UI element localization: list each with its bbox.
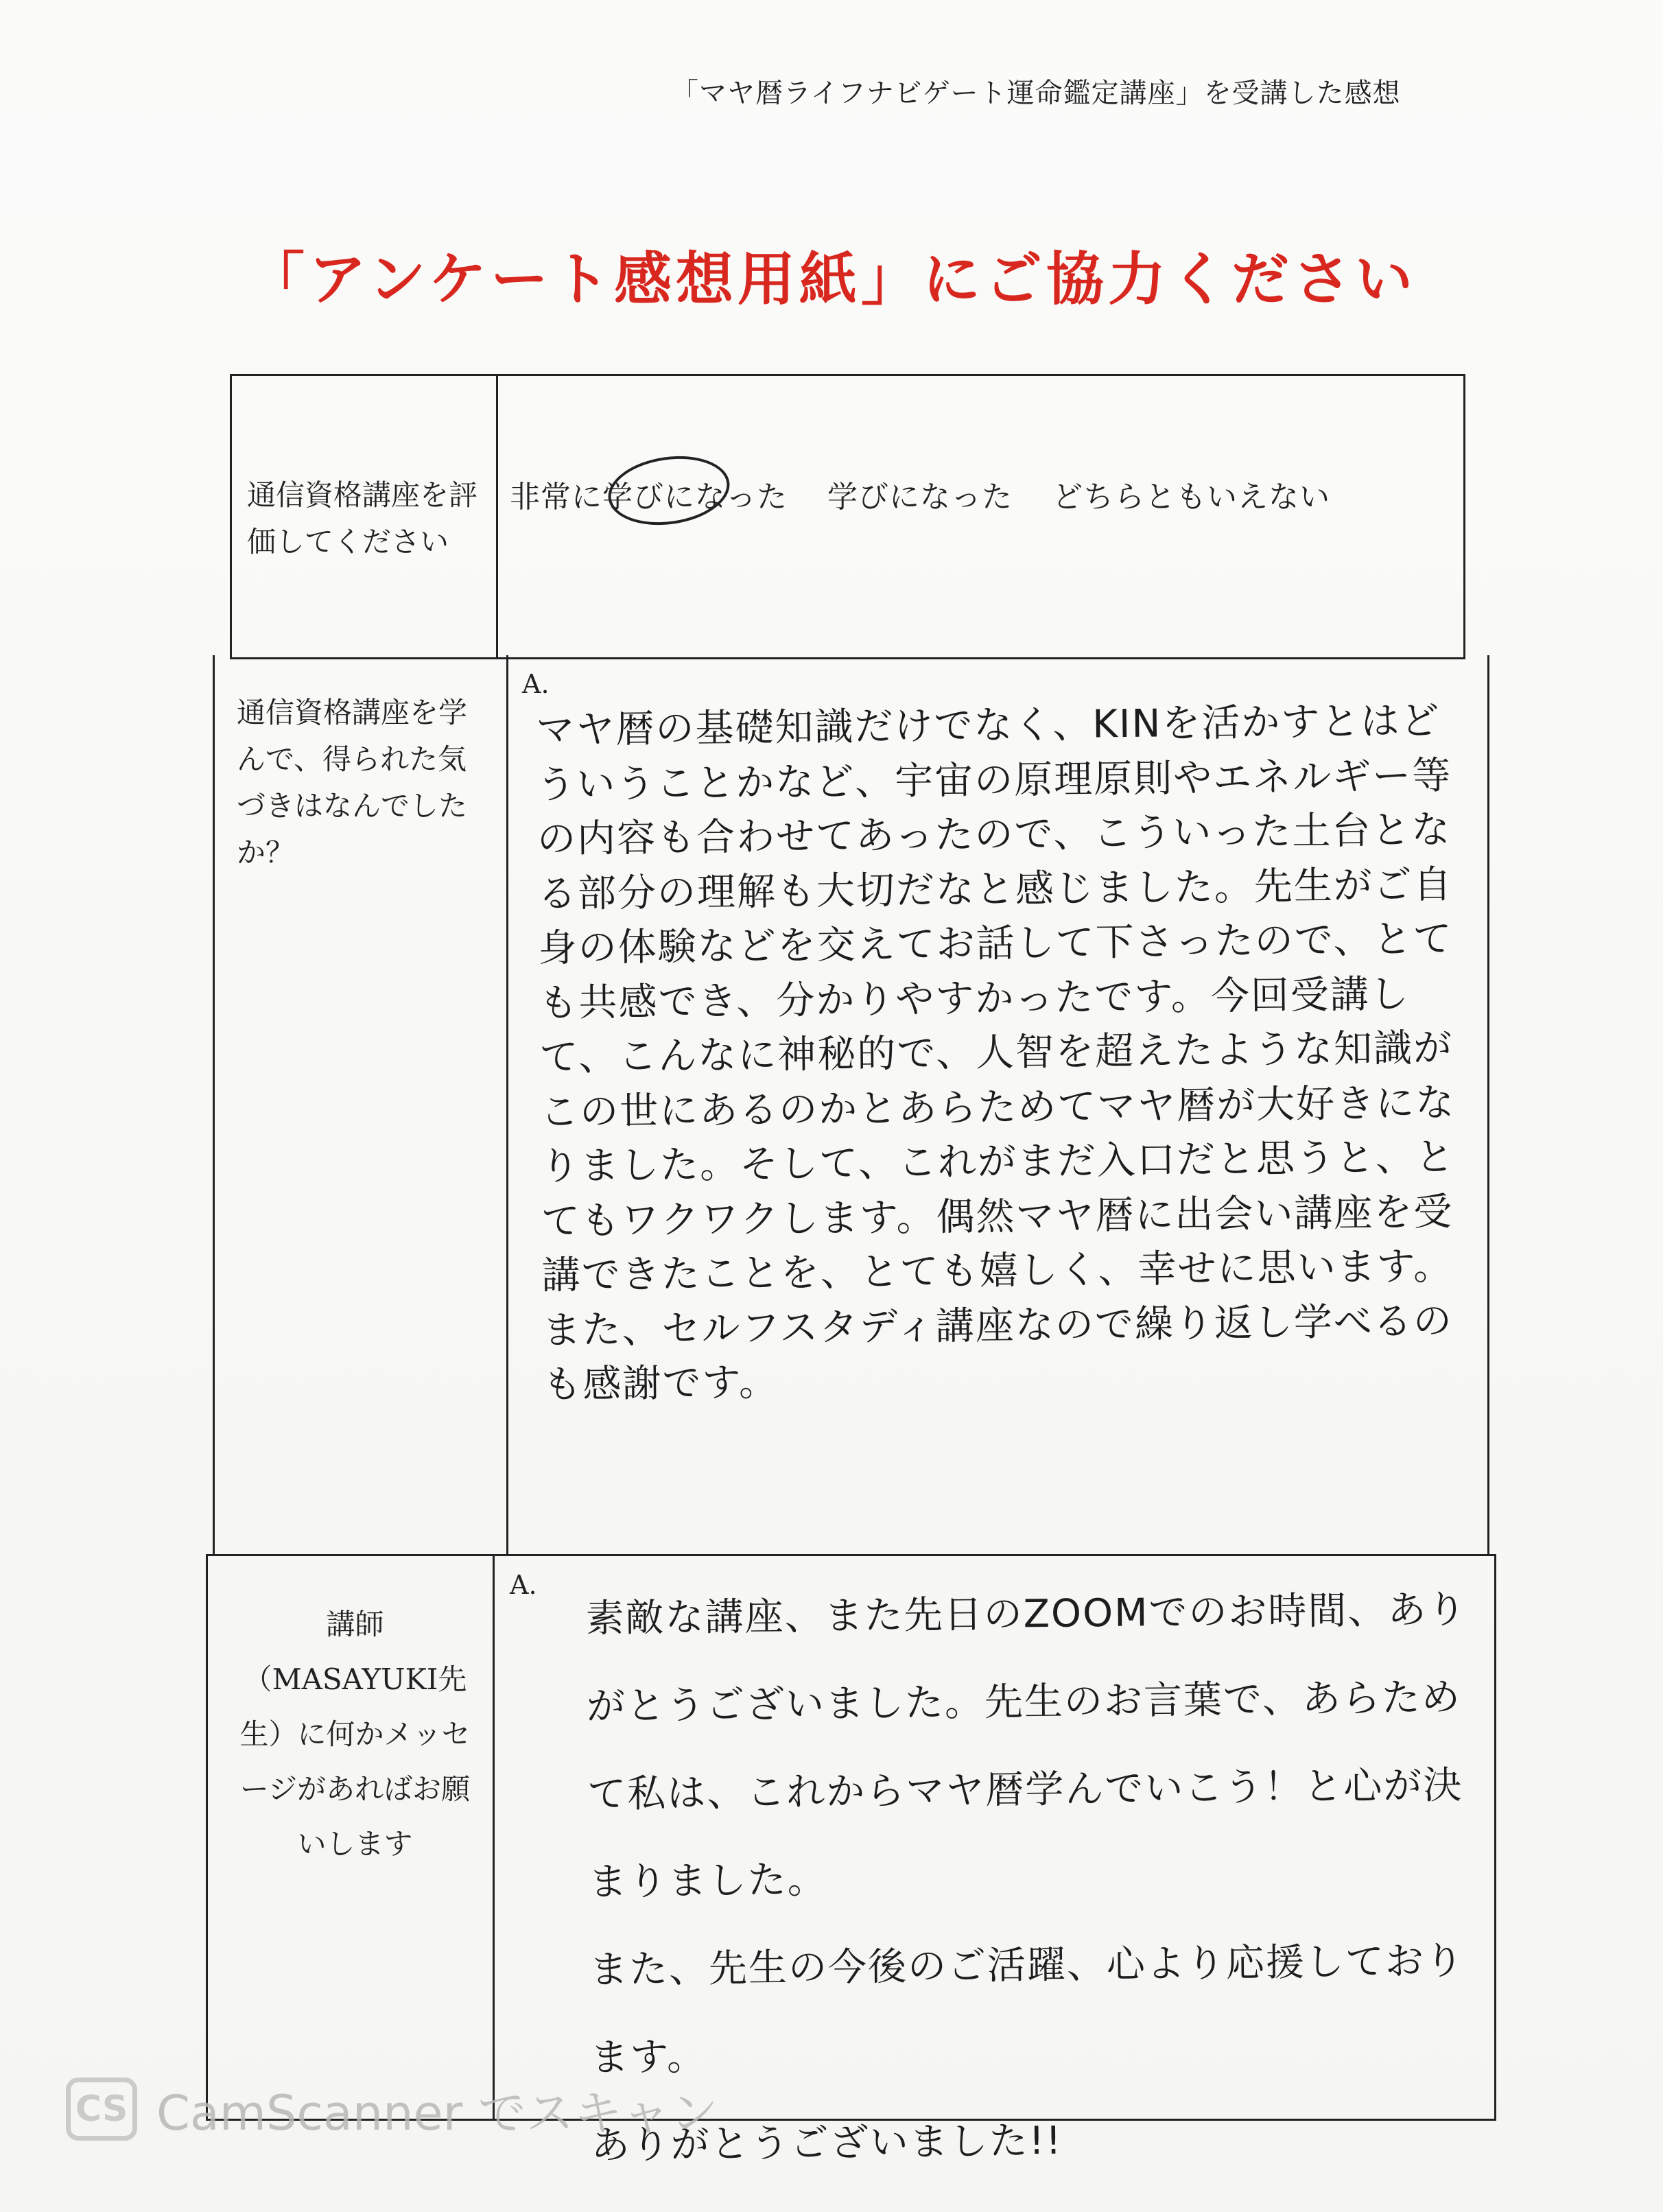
message-answer-handwriting: 素敵な講座、また先日のZOOMでのお時間、ありがとうございました。先生のお言葉で、あらためて私は、これからマヤ暦学んでいこう！と心が決まりました。 また、先生の今後のご活躍、心より応援しております。 ありがとうございました!! xyxy=(585,1587,1467,2168)
message-row xyxy=(206,1554,1496,2168)
camscanner-watermark xyxy=(66,2078,718,2141)
camscanner-logo-icon: CS xyxy=(66,2078,137,2141)
insight-answer-handwriting: マヤ暦の基礎知識だけでなく、KINを活かすとはどういうことかなど、宇宙の原理原則やエネルギー等の内容も合わせてあったので、こういった土台となる部分の理解も大切だなと感じました。先生がご自身の体験などを交えてお話して下さったので、とても共感でき、分かりやすかったです。今回受講して、こんなに神秘的で、人智を超えたような知識がこの世にあるのかとあらためてマヤ暦が大好きになりました。そして、これがまだ入口だと思うと、とてもワクワクします。偶然マヤ暦に出会い講座を受講できたことを、とても嬉しく、幸せに思います。 また、セルフスタディ講座なので繰り返し学べるのも感謝です。 xyxy=(536,698,1456,1407)
selection-circle xyxy=(604,449,734,532)
insight-row xyxy=(213,655,1489,1556)
column-divider xyxy=(493,1556,495,2119)
rating-option-helpful[interactable]: 学びになった xyxy=(827,480,1013,515)
header-note: 「マヤ暦ライフナビゲート運命鑑定講座」を受講した感想 xyxy=(671,78,1401,109)
page-title: 「アンケート感想用紙」にご協力ください xyxy=(247,246,1417,313)
rating-question: 通信資格講座を評価してください xyxy=(247,478,478,558)
answer-label: A. xyxy=(522,669,550,699)
rating-option-neutral[interactable]: どちらともいえない xyxy=(1052,480,1330,515)
rating-row xyxy=(230,374,1465,659)
answer-label: A. xyxy=(510,1570,537,1600)
insight-question: 通信資格講座を学んで、得られた気づきはなんでしたか？ xyxy=(237,696,468,869)
rating-option-very-helpful[interactable]: 非常に学びになった xyxy=(510,480,788,515)
column-divider xyxy=(496,376,498,657)
message-question: 講師（MASAYUKI先生）に何かメッセージがあればお願いします xyxy=(239,1608,471,1861)
watermark-text: CamScanner でスキャン xyxy=(156,2084,718,2141)
column-divider xyxy=(506,655,508,1554)
